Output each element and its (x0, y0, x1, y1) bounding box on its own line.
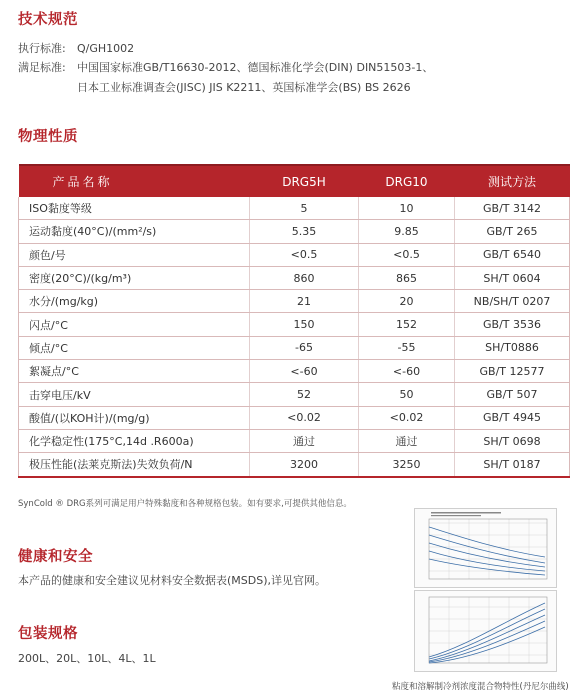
drg5h-value-cell: <0.5 (250, 243, 359, 266)
property-name-cell: 极压性能(法莱克斯法)失效负荷/N (19, 453, 250, 477)
drg10-value-cell: 3250 (359, 453, 455, 477)
drg5h-value-cell: -65 (250, 336, 359, 359)
test-method-cell: NB/SH/T 0207 (455, 290, 570, 313)
drg10-value-cell: <-60 (359, 360, 455, 383)
standard-line (18, 41, 134, 56)
drg10-value-cell: 通过 (359, 429, 455, 452)
tech-spec-title: 技术规范 (18, 12, 78, 28)
meets-line-2 (18, 80, 411, 95)
test-method-cell: GB/T 265 (455, 220, 570, 243)
property-name-cell: 水分/(mg/kg) (19, 290, 250, 313)
meets-value-2: 日本工业标准调查会(JISC) JIS K2211、英国标准学会(BS) BS 2626 (77, 81, 411, 94)
property-name-cell: 颜色/号 (19, 243, 250, 266)
drg5h-value-cell: 5 (250, 197, 359, 220)
chart-caption: 粘度和溶解制冷剂浓度混合物特性(丹尼尔曲线) (392, 682, 569, 692)
property-name-cell: 倾点/°C (19, 336, 250, 359)
test-method-cell: SH/T 0604 (455, 266, 570, 289)
test-method-cell: GB/T 4945 (455, 406, 570, 429)
table-row (19, 336, 570, 359)
table-row (19, 360, 570, 383)
header-drg10: DRG10 (359, 165, 455, 197)
table-row (19, 266, 570, 289)
property-name-cell: ISO黏度等级 (19, 197, 250, 220)
test-method-cell: GB/T 3142 (455, 197, 570, 220)
drg10-value-cell: 9.85 (359, 220, 455, 243)
property-name-cell: 絮凝点/°C (19, 360, 250, 383)
drg5h-value-cell: 52 (250, 383, 359, 406)
table-row (19, 383, 570, 406)
drg5h-value-cell: 通过 (250, 429, 359, 452)
drg5h-value-cell: 150 (250, 313, 359, 336)
drg5h-value-cell: 5.35 (250, 220, 359, 243)
drg10-value-cell: <0.5 (359, 243, 455, 266)
drg10-value-cell: -55 (359, 336, 455, 359)
header-drg5h: DRG5H (250, 165, 359, 197)
test-method-cell: GB/T 6540 (455, 243, 570, 266)
health-title: 健康和安全 (18, 549, 93, 565)
test-method-cell: GB/T 12577 (455, 360, 570, 383)
drg5h-value-cell: <0.02 (250, 406, 359, 429)
table-header-row (19, 165, 570, 197)
drg10-value-cell: 865 (359, 266, 455, 289)
properties-table (18, 164, 570, 478)
drg5h-value-cell: 860 (250, 266, 359, 289)
solubility-chart (414, 590, 557, 672)
meets-value-1: 中国国家标准GB/T16630-2012、德国标准化学会(DIN) DIN51503-1、 (77, 61, 434, 74)
drg10-value-cell: 20 (359, 290, 455, 313)
health-text: 本产品的健康和安全建议见材料安全数据表(MSDS),详见官网。 (18, 574, 327, 587)
series-note: SynCold ® DRG系列可满足用户特殊黏度和各种规格包装。如有要求,可提供其他信息。 (18, 499, 352, 509)
viscosity-chart-graphic (415, 509, 556, 587)
solubility-chart-graphic (415, 591, 556, 671)
drg5h-value-cell: <-60 (250, 360, 359, 383)
table-row (19, 453, 570, 477)
test-method-cell: SH/T 0187 (455, 453, 570, 477)
drg5h-value-cell: 21 (250, 290, 359, 313)
table-row (19, 290, 570, 313)
drg10-value-cell: 50 (359, 383, 455, 406)
table-row (19, 220, 570, 243)
property-name-cell: 密度(20°C)/(kg/m³) (19, 266, 250, 289)
property-name-cell: 闪点/°C (19, 313, 250, 336)
test-method-cell: SH/T 0698 (455, 429, 570, 452)
drg10-value-cell: 10 (359, 197, 455, 220)
meets-label: 满足标准: (18, 61, 66, 74)
table-row (19, 313, 570, 336)
table-row (19, 406, 570, 429)
viscosity-chart (414, 508, 557, 588)
table-row (19, 243, 570, 266)
packaging-title: 包装规格 (18, 626, 78, 642)
table-body (19, 197, 570, 477)
header-test-method: 测试方法 (455, 165, 570, 197)
meets-line-1 (18, 60, 433, 75)
header-product-name: 产品名称 (19, 165, 250, 197)
property-name-cell: 化学稳定性(175°C,14d .R600a) (19, 429, 250, 452)
drg10-value-cell: <0.02 (359, 406, 455, 429)
standard-value: Q/GH1002 (77, 42, 135, 55)
physical-title: 物理性质 (18, 129, 78, 145)
table-row (19, 429, 570, 452)
standard-label: 执行标准: (18, 42, 66, 55)
test-method-cell: SH/T0886 (455, 336, 570, 359)
table-row (19, 197, 570, 220)
drg5h-value-cell: 3200 (250, 453, 359, 477)
property-name-cell: 击穿电压/kV (19, 383, 250, 406)
property-name-cell: 酸值/(以KOH计)/(mg/g) (19, 406, 250, 429)
drg10-value-cell: 152 (359, 313, 455, 336)
test-method-cell: GB/T 507 (455, 383, 570, 406)
test-method-cell: GB/T 3536 (455, 313, 570, 336)
packaging-text: 200L、20L、10L、4L、1L (18, 652, 156, 665)
property-name-cell: 运动黏度(40°C)/(mm²/s) (19, 220, 250, 243)
